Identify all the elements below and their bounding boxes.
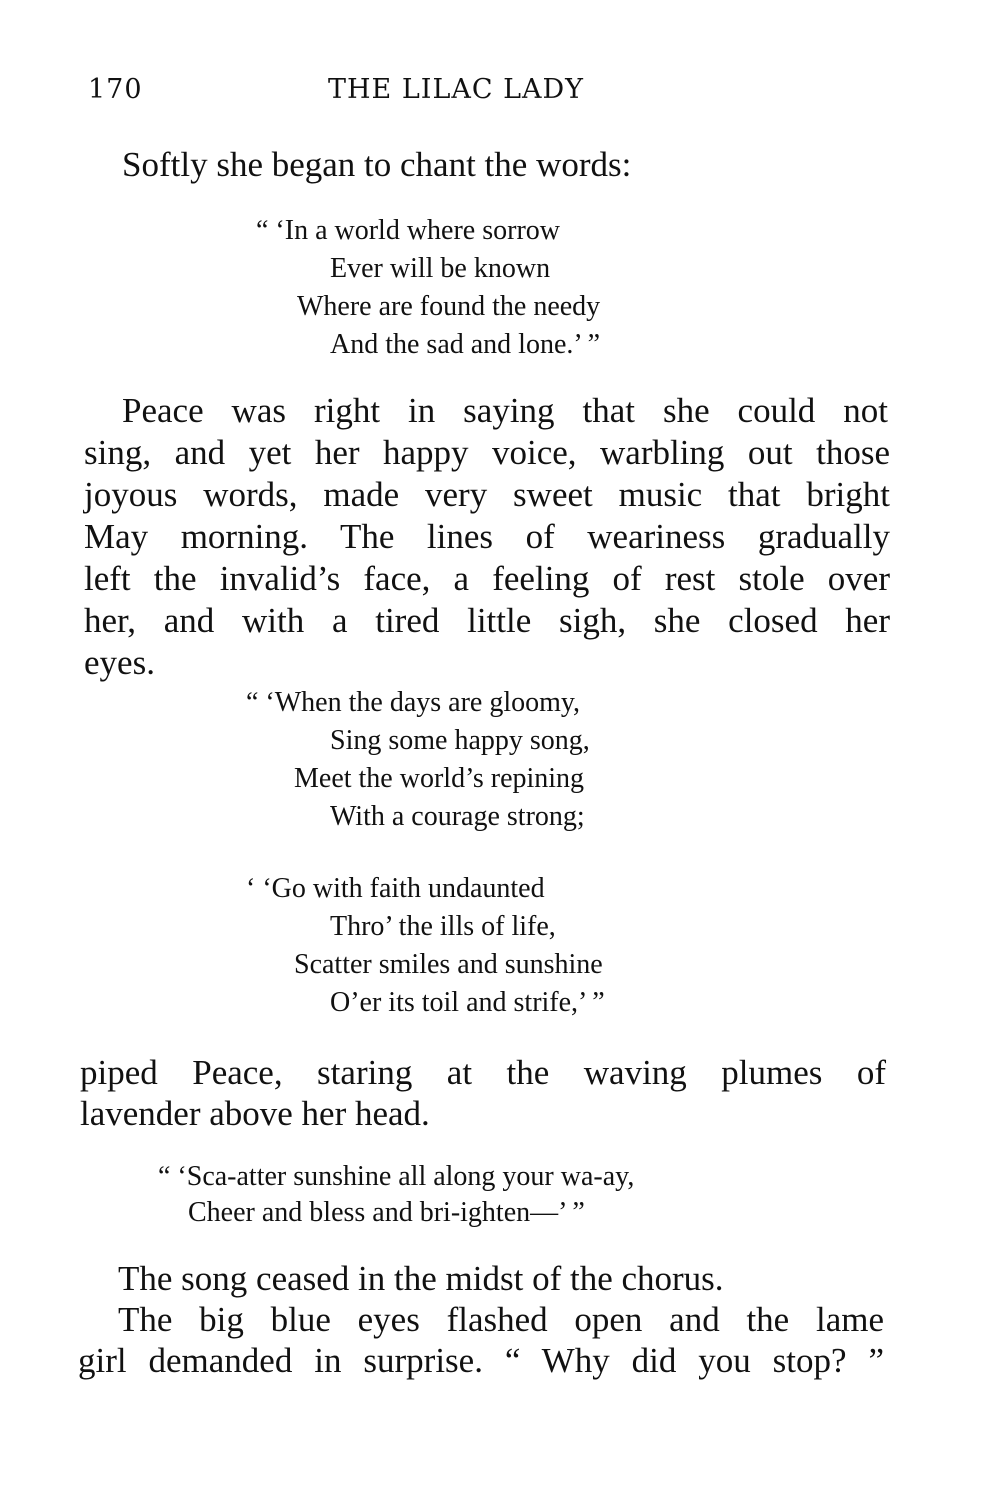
text-line: her, and with a tired little sigh, she closed her [84,601,890,640]
text-line: joyous words, made very sweet music that bright [84,475,890,514]
poem-line: ‘ ‘Go with faith undaunted [246,873,545,904]
poem-line: Sing some happy song, [330,725,590,756]
text-line: sing, and yet her happy voice, warbling out those [84,433,890,472]
text-line: The big blue eyes flashed open and the lame [118,1300,884,1339]
poem-line: “ ‘In a world where sorrow [256,215,560,246]
page-number: 170 [88,74,143,105]
poem-line: And the sad and lone.’ ” [330,329,601,360]
poem-line: Ever will be known [330,253,551,284]
poem-line: Where are found the needy [297,291,601,322]
text-line: left the invalid’s face, a feeling of rest stole over [84,559,890,598]
poem-line: With a courage strong; [330,801,585,832]
running-title: THE LILAC LADY [328,74,585,105]
poem-line: Thro’ the ills of life, [330,911,556,942]
text-line: May morning. The lines of weariness gradually [84,517,890,556]
text-line: piped Peace, staring at the waving plumes of [80,1053,886,1092]
poem-line: O’er its toil and strife,’ ” [330,987,605,1018]
poem-line: “ ‘Sca-atter sunshine all along your wa-ay, [158,1161,635,1192]
text-line: The song ceased in the midst of the chorus. [118,1259,724,1298]
poem-line: Meet the world’s repining [294,763,585,794]
poem-line: Cheer and bless and bri-ighten—’ ” [188,1197,585,1228]
poem-line: Scatter smiles and sunshine [294,949,603,980]
text-line: lavender above her head. [80,1094,430,1133]
text-line: Peace was right in saying that she could not [122,391,888,430]
poem-line: “ ‘When the days are gloomy, [246,687,581,718]
intro-line: Softly she began to chant the words: [122,145,632,184]
text-line: eyes. [84,643,155,682]
text-line: girl demanded in surprise. “ Why did you stop? ” [78,1341,884,1380]
